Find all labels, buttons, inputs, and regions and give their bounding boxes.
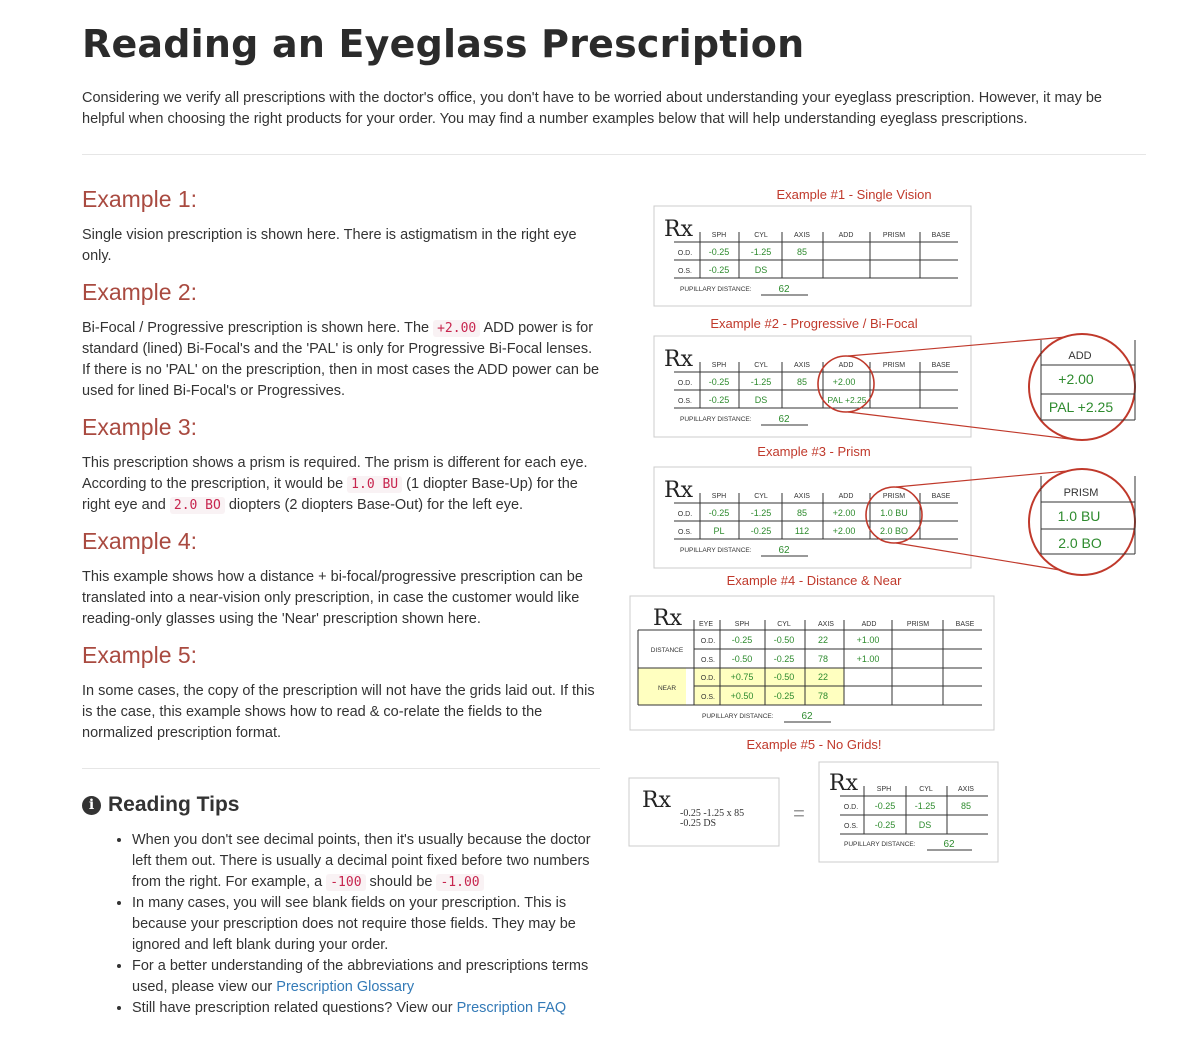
svg-text:PRISM: PRISM xyxy=(882,232,906,239)
svg-text:PAL +2.25: PAL +2.25 xyxy=(827,395,867,405)
svg-text:BASE: BASE xyxy=(931,232,951,239)
svg-text:O.D.: O.D. xyxy=(700,638,716,645)
example-5-heading: Example 5: xyxy=(82,642,198,668)
example-2-caption: Example #2 - Progressive / Bi-Focal xyxy=(710,316,918,331)
code-prism-right: 1.0 BU xyxy=(347,476,402,493)
svg-text:PRISM: PRISM xyxy=(882,493,906,500)
svg-text:+2.00: +2.00 xyxy=(832,526,856,536)
svg-text:AXIS: AXIS xyxy=(794,493,810,500)
svg-text:AXIS: AXIS xyxy=(794,232,810,239)
svg-text:-0.25: -0.25 xyxy=(874,820,896,830)
page-title: Reading an Eyeglass Prescription xyxy=(82,22,805,66)
svg-text:O.D.: O.D. xyxy=(677,250,693,257)
svg-text:+1.00: +1.00 xyxy=(856,654,880,664)
svg-text:-0.25: -0.25 xyxy=(708,247,730,257)
svg-text:O.S.: O.S. xyxy=(843,823,859,830)
svg-text:BASE: BASE xyxy=(955,621,975,628)
svg-text:-0.50: -0.50 xyxy=(773,635,795,645)
svg-text:-1.25: -1.25 xyxy=(750,377,772,387)
svg-text:PRISM: PRISM xyxy=(906,621,930,628)
svg-text:-0.25: -0.25 xyxy=(773,654,795,664)
example-3-heading: Example 3: xyxy=(82,414,198,440)
svg-text:DS: DS xyxy=(754,265,768,275)
svg-text:PUPILLARY DISTANCE:: PUPILLARY DISTANCE: xyxy=(844,841,916,848)
svg-text:2.0 BO: 2.0 BO xyxy=(1058,535,1102,551)
svg-text:ADD: ADD xyxy=(838,362,854,369)
tips-list xyxy=(114,830,602,1019)
example-5-caption: Example #5 - No Grids! xyxy=(746,737,882,752)
svg-text:85: 85 xyxy=(796,247,808,257)
code-prism-left: 2.0 BO xyxy=(170,497,225,514)
svg-text:-0.25: -0.25 xyxy=(708,265,730,275)
reading-tips-heading: i Reading Tips xyxy=(82,793,239,817)
svg-text:-1.25: -1.25 xyxy=(914,801,936,811)
svg-text:22: 22 xyxy=(817,635,829,645)
svg-text:-0.25 -1.25 x 85: -0.25 -1.25 x 85 xyxy=(680,808,745,819)
svg-text:Rx: Rx xyxy=(664,347,693,372)
info-icon: i xyxy=(82,796,101,815)
svg-text:PL: PL xyxy=(713,526,725,536)
svg-text:Rx: Rx xyxy=(664,478,693,503)
svg-text:O.S.: O.S. xyxy=(700,694,716,701)
svg-text:O.D.: O.D. xyxy=(700,675,716,682)
svg-text:Rx: Rx xyxy=(653,606,682,631)
svg-text:SPH: SPH xyxy=(876,786,892,793)
svg-text:85: 85 xyxy=(796,377,808,387)
svg-text:-0.25: -0.25 xyxy=(731,635,753,645)
svg-text:+2.00: +2.00 xyxy=(1058,371,1094,387)
rx-symbol: Rx xyxy=(664,217,693,242)
example-4-text: This example shows how a distance + bi-focal/progressive prescription can be translated into a near-vision only prescription, in case the customer would like reading-only glasses using the 'Near' prescription shown here. xyxy=(82,569,583,627)
rx-card-5-handwritten xyxy=(629,778,779,846)
svg-text:O.D.: O.D. xyxy=(677,380,693,387)
svg-text:-0.25: -0.25 xyxy=(708,508,730,518)
svg-text:SPH: SPH xyxy=(711,493,727,500)
svg-text:-1.25: -1.25 xyxy=(750,508,772,518)
list-item: • Still have prescription related questions? View our Prescription FAQ xyxy=(132,998,602,1019)
svg-text:AXIS: AXIS xyxy=(818,621,834,628)
svg-text:-0.50: -0.50 xyxy=(731,654,753,664)
svg-text:78: 78 xyxy=(817,654,829,664)
svg-text:112: 112 xyxy=(794,526,810,536)
svg-text:62: 62 xyxy=(943,839,955,850)
svg-text:-1.25: -1.25 xyxy=(750,247,772,257)
rx-card-1 xyxy=(654,206,971,306)
prescription-glossary-link[interactable]: Prescription Glossary xyxy=(276,979,415,995)
rx-card-3 xyxy=(654,467,1135,575)
example-3-text: This prescription shows a prism is required. The prism is different for each eye. According to the prescription, it would be 1.0 BU (1 diopter Base-Up) for the right eye and 2.0 BO diopters (2 diopters Base-Out) for the left eye. xyxy=(82,455,588,513)
svg-text:+0.75: +0.75 xyxy=(730,672,754,682)
svg-text:62: 62 xyxy=(801,711,813,722)
example-1-caption: Example #1 - Single Vision xyxy=(776,187,932,202)
svg-text:O.S.: O.S. xyxy=(677,268,693,275)
example-4-heading: Example 4: xyxy=(82,528,198,554)
svg-text:CYL: CYL xyxy=(754,493,768,500)
svg-text:PRISM: PRISM xyxy=(1063,487,1099,499)
svg-text:+0.50: +0.50 xyxy=(730,691,754,701)
svg-text:-0.50: -0.50 xyxy=(773,672,795,682)
svg-text:62: 62 xyxy=(778,545,790,556)
svg-text:SPH: SPH xyxy=(734,621,750,628)
svg-text:85: 85 xyxy=(796,508,808,518)
svg-text:ADD: ADD xyxy=(838,232,854,239)
svg-text:-0.25: -0.25 xyxy=(708,395,730,405)
svg-text:+1.00: +1.00 xyxy=(856,635,880,645)
svg-text:+2.00: +2.00 xyxy=(832,508,856,518)
rx-card-4 xyxy=(630,596,994,730)
equals-sign: = xyxy=(793,803,805,825)
svg-text:O.S.: O.S. xyxy=(700,657,716,664)
svg-text:PUPILLARY DISTANCE:: PUPILLARY DISTANCE: xyxy=(702,713,774,720)
svg-text:62: 62 xyxy=(778,284,790,295)
rx-card-2 xyxy=(654,334,1135,440)
divider xyxy=(82,154,1146,155)
svg-text:O.S.: O.S. xyxy=(677,529,693,536)
code-add-power: +2.00 xyxy=(433,320,480,337)
svg-text:PUPILLARY DISTANCE:: PUPILLARY DISTANCE: xyxy=(680,416,752,423)
example-2-heading: Example 2: xyxy=(82,279,198,305)
list-item: • For a better understanding of the abbreviations and prescriptions terms used, please view our Prescription Glossary xyxy=(132,956,602,998)
svg-text:O.D.: O.D. xyxy=(843,804,859,811)
svg-text:BASE: BASE xyxy=(931,493,951,500)
svg-text:-0.25: -0.25 xyxy=(708,377,730,387)
svg-text:O.S.: O.S. xyxy=(677,398,693,405)
svg-text:ADD: ADD xyxy=(1068,350,1092,362)
svg-text:PRISM: PRISM xyxy=(882,362,906,369)
svg-text:85: 85 xyxy=(960,801,972,811)
svg-text:1.0 BU: 1.0 BU xyxy=(1057,508,1101,524)
intro-text: Considering we verify all prescriptions with the doctor's office, you don't have to be worried about understanding your eyeglass prescription. However, it may be helpful when choosing the right products for your order. You may find a number examples below that will help understanding eyeglass prescriptions. xyxy=(82,90,1102,127)
svg-text:ADD: ADD xyxy=(861,621,877,628)
svg-text:-0.25: -0.25 xyxy=(750,526,772,536)
divider xyxy=(82,768,600,769)
svg-text:+2.00: +2.00 xyxy=(832,377,856,387)
svg-text:O.D.: O.D. xyxy=(677,511,693,518)
svg-text:PAL +2.25: PAL +2.25 xyxy=(1048,399,1114,415)
svg-text:PUPILLARY DISTANCE:: PUPILLARY DISTANCE: xyxy=(680,286,752,293)
svg-text:DS: DS xyxy=(918,820,932,830)
svg-text:ADD: ADD xyxy=(838,493,854,500)
svg-text:-0.25 DS: -0.25 DS xyxy=(680,818,717,829)
svg-text:CYL: CYL xyxy=(919,786,933,793)
svg-text:2.0 BO: 2.0 BO xyxy=(879,526,909,536)
svg-text:CYL: CYL xyxy=(754,232,768,239)
svg-text:1.0 BU: 1.0 BU xyxy=(880,508,908,518)
example-1-heading: Example 1: xyxy=(82,186,198,212)
svg-text:22: 22 xyxy=(817,672,829,682)
example-5-text: In some cases, the copy of the prescription will not have the grids laid out. If this is the case, this example shows how to read & co-relate the fields to the normalized prescription format. xyxy=(82,683,595,741)
svg-text:BASE: BASE xyxy=(931,362,951,369)
svg-text:AXIS: AXIS xyxy=(958,786,974,793)
svg-text:EYE: EYE xyxy=(698,621,714,628)
svg-text:DISTANCE: DISTANCE xyxy=(650,647,684,654)
prescription-examples-figure xyxy=(620,180,1150,870)
rx-card-5 xyxy=(819,762,998,862)
svg-text:Rx: Rx xyxy=(829,771,858,796)
svg-text:Rx: Rx xyxy=(642,788,671,813)
examples-column xyxy=(82,186,604,756)
example-1-text: Single vision prescription is shown here. There is astigmatism in the right eye only. xyxy=(82,227,577,264)
svg-text:CYL: CYL xyxy=(777,621,791,628)
svg-text:AXIS: AXIS xyxy=(794,362,810,369)
svg-text:62: 62 xyxy=(778,414,790,425)
list-item: • When you don't see decimal points, then it's usually because the doctor left them out. There is usually a decimal point fixed before two numbers from the right. For example, a -100 should be -1.00 xyxy=(132,830,602,893)
example-4-caption: Example #4 - Distance & Near xyxy=(726,573,902,588)
svg-text:-0.25: -0.25 xyxy=(874,801,896,811)
list-item: • In many cases, you will see blank fields on your prescription. This is because your prescription does not require those fields. They may be ignored and left blank during your order. xyxy=(132,893,602,956)
example-3-caption: Example #3 - Prism xyxy=(757,444,871,459)
svg-text:-0.25: -0.25 xyxy=(773,691,795,701)
svg-text:SPH: SPH xyxy=(711,232,727,239)
svg-text:78: 78 xyxy=(817,691,829,701)
svg-text:PUPILLARY DISTANCE:: PUPILLARY DISTANCE: xyxy=(680,547,752,554)
svg-text:SPH: SPH xyxy=(711,362,727,369)
svg-text:NEAR: NEAR xyxy=(657,685,677,692)
example-2-text: Bi-Focal / Progressive prescription is shown here. The +2.00 ADD power is for standard (lined) Bi-Focal's and the 'PAL' is only for Progressive Bi-Focal lenses. If there is no 'PAL' on the prescription, then in most cases the ADD power can be used for lined Bi-Focal's or Progressives. xyxy=(82,320,600,399)
svg-text:CYL: CYL xyxy=(754,362,768,369)
prescription-faq-link[interactable]: Prescription FAQ xyxy=(456,1000,567,1016)
svg-text:DS: DS xyxy=(754,395,768,405)
